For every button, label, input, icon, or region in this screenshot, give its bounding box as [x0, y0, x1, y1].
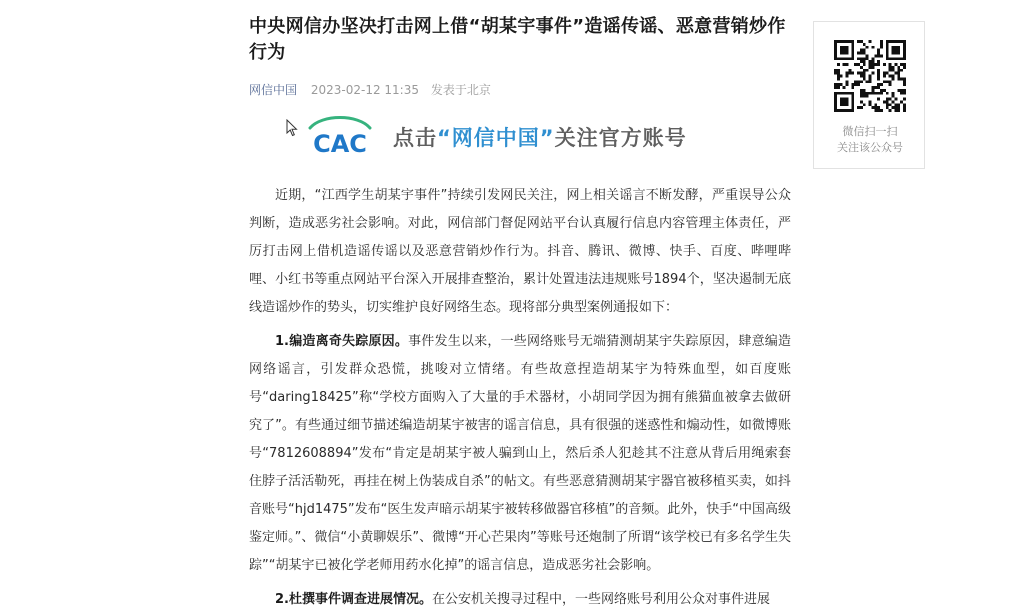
account-name-link[interactable]: 网信中国	[249, 83, 298, 97]
case-1-text: 事件发生以来，一些网络账号无端猜测胡某宇失踪原因，肆意编造网络谣言，引发群众恐慌，挑唆对立情绪。有些故意捏造胡某宇为特殊血型，如百度账号“daring18425”称“学校方面购入了大量的手术器材，小胡同学因为拥有熊猫血被拿去做研究了”。有些通过细节描述编造胡某宇被害的谣言信息，具有很强的迷惑性和煽动性，如微博账号“7812608894”发布“肯定是胡某宇被人骗到山上，然后杀人犯趁其不注意从背后用绳索套住脖子活活勒死，再挂在树上伪装成自杀”的帖文。有些恶意猜测胡某宇器官被移植买卖，如抖音账号“hjd1475”发布“医生发声暗示胡某宇被转移做器官移植”的音频。此外，快手“中国高级鉴定师。”、微信“小黄聊娱乐”、微博“开心芒果肉”等账号还炮制了所谓“该学校已有多名学生失踪”“胡某宇已被化学老师用药水化掉”的谣言信息，造成恶劣社会影响。	[249, 334, 791, 573]
follow-banner[interactable]	[249, 112, 791, 172]
case-1-heading: 1.编造离奇失踪原因。	[275, 334, 409, 349]
case-2-text: 在公安机关搜寻过程中，一些网络账号利用公众对事件进展	[431, 592, 770, 607]
publish-location: 发表于北京	[430, 83, 491, 97]
article	[249, 14, 791, 614]
banner-prefix: 点击	[393, 126, 437, 150]
qr-caption-line-1: 微信扫一扫	[842, 125, 898, 138]
paragraph-case-2	[249, 586, 791, 614]
qr-code	[834, 40, 906, 112]
case-2-heading: 2.杜撰事件调查进展情况。	[275, 592, 432, 607]
cac-logo-text: CAC	[313, 130, 367, 156]
paragraph-case-1	[249, 328, 791, 580]
publish-date: 2023-02-12 11:35	[310, 83, 419, 97]
banner-account-name: “网信中国”	[437, 126, 555, 150]
mouse-pointer-icon	[286, 119, 298, 137]
qr-caption	[814, 124, 926, 156]
cac-logo	[304, 116, 376, 156]
banner-suffix: 关注官方账号	[554, 126, 687, 150]
article-body	[249, 182, 791, 614]
qr-caption-line-2: 关注该公众号	[837, 141, 903, 154]
paragraph-intro: 近期，“江西学生胡某宇事件”持续引发网民关注，网上相关谣言不断发酵，严重误导公众判断，造成恶劣社会影响。对此，网信部门督促网站平台认真履行信息内容管理主体责任，严厉打击网上借机造谣传谣以及恶意营销炒作行为。抖音、腾讯、微博、快手、百度、哔哩哔哩、小红书等重点网站平台深入开展排查整治，累计处置违法违规账号1894个，坚决遏制无底线造谣炒作的势头，切实维护良好网络生态。现将部分典型案例通报如下：	[249, 188, 791, 315]
article-meta	[249, 80, 791, 100]
banner-text	[393, 122, 687, 152]
qr-code-card	[813, 21, 925, 169]
article-title: 中央网信办坚决打击网上借“胡某宇事件”造谣传谣、恶意营销炒作行为	[249, 16, 786, 63]
